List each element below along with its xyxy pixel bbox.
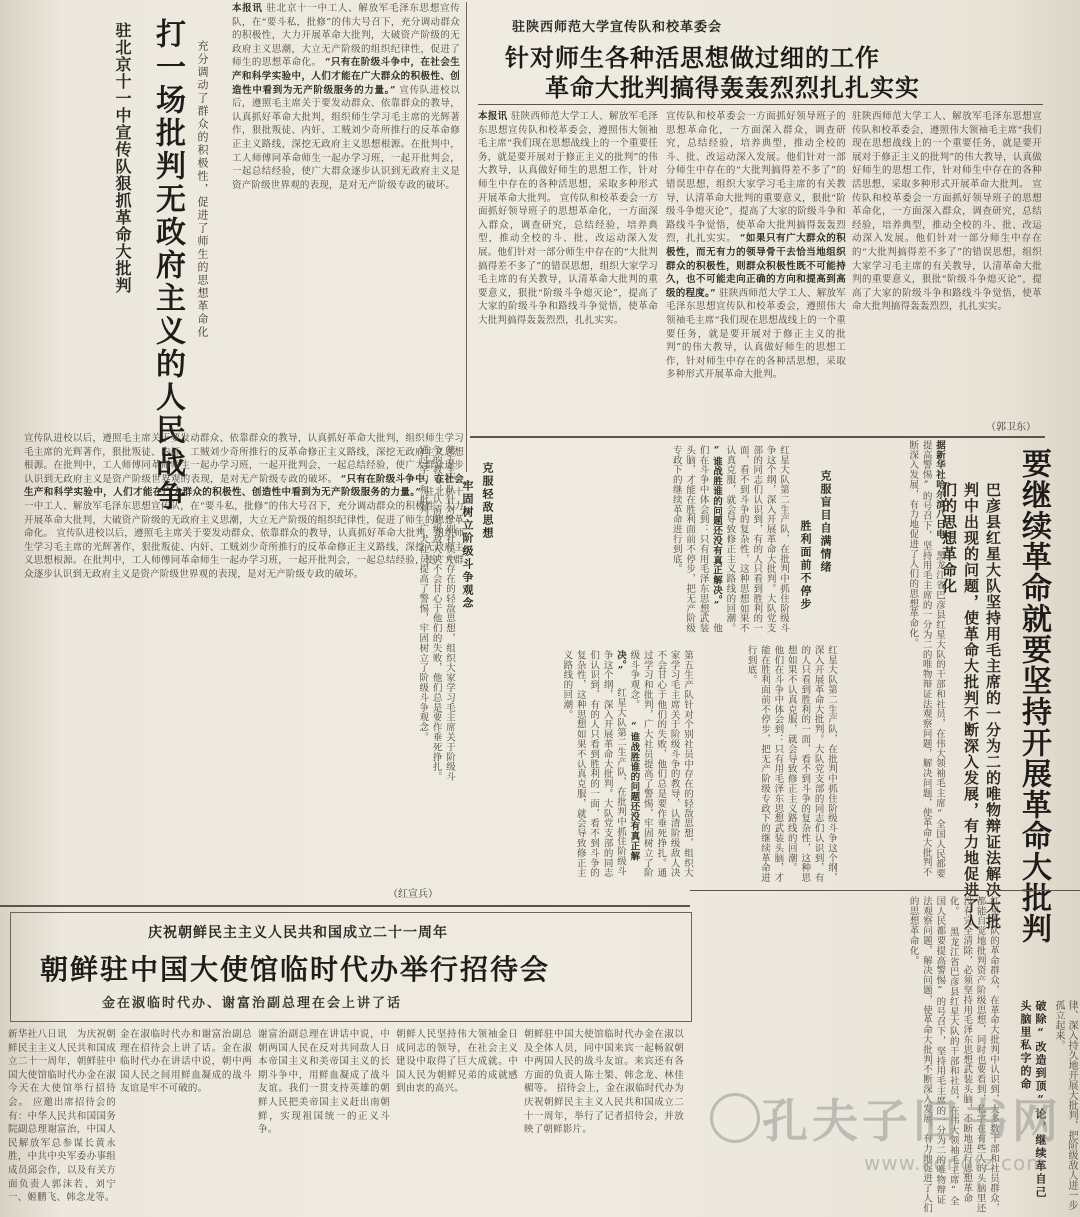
watermark-seal-icon (710, 1093, 760, 1143)
bold-quote-right: 破除“改造到顶”论，继续革自己头脑里私字的命 (1019, 1000, 1047, 1199)
article-body-bottom-col-1 (8, 1028, 116, 1214)
article-body-center-upper (505, 445, 790, 640)
paragraph: 朝鲜驻中国大使馆临时代办金在淑以及全体人员，同中国来宾一起畅叙朝中两国人民的战斗友谊。来宾还有各方面的负责人陈士榘、韩念龙、林佳楣等。 (524, 1029, 684, 1095)
intro-tag: 据新华社哈尔滨八日电 (934, 440, 945, 539)
section-rule (690, 890, 1080, 891)
paragraph: 应邀出席招待会的有：中华人民共和国国务院副总理谢富治，中国人民解放军总参谋长黄永胜，中共中央军委办事组成员邱会作，以及有关方面负责人郭沫若、刘宁一、姬鹏飞、韩念龙等。 (8, 1096, 116, 1204)
paragraph: 新华社八日讯 为庆祝朝鲜民主主义人民共和国成立二十一周年，朝鲜驻中国大使馆临时代办金在淑今天在大使馆举行招待会。 (8, 1029, 116, 1108)
article-body-top-right-col-3 (852, 110, 1042, 428)
section-rule (0, 905, 690, 907)
paragraph: 红星大队第二生产队，在批判中抓住阶级斗争这个纲，深入开展革命大批判。大队党支部的同志们认识到，有的人只看到胜利的一面，看不到斗争的复杂性，这种思想如果不认真克服，就会导致修正主义路线的回潮。 (785, 645, 837, 883)
headline-bottom: 朝鲜驻中国大使馆临时代办举行招待会 (40, 953, 551, 986)
paragraph: 谢富治副总理在讲话中说，中朝两国人民在反对共同敌人日本帝国主义和美帝国主义的长期斗争中，用鲜血凝成了战斗友谊。我们一贯支持英雄的朝鲜人民把美帝国主义赶出南朝鲜，实现祖国统一的正义斗争。 (258, 1029, 390, 1136)
bold-quote: “谁战胜谁的问题还没有真正解决。” (614, 650, 640, 861)
subhead-center-1: 克服盲目自满情绪 (819, 470, 832, 574)
paragraph: 宣传队和校革委会一方面抓好领导班子的思想革命化，一方面深入群众，调查研究，总结经验，培养典型，推动全校的斗、批、改运动深入发展。他们针对一部分师生中存在的“大批判搞得差不多了”的错误思想，组织大家学习毛主席的有关教导，认清革命大批判的重要意义，狠批“阶级斗争熄灭论”，提高了大家的阶级斗争和路线斗争觉悟，使革命大批判搞得轰轰烈烈，扎扎实实。 (478, 192, 658, 326)
paragraph: 第五生产队针对个别社员中存在的轻敌思想，组织大家学习毛主席关于阶级斗争的教导，认清阶级敌人决不会甘心于他们的失败，他们总是要作垂死挣扎。通过学习和批判，广大社员提高了警惕，牢固树立了阶级斗争观念。 (628, 650, 693, 878)
edge-column-right: 律、深入持久地开展大批判，把阶级敌人进一步孤立起来。 (1053, 1000, 1077, 1210)
paragraph: 驻北京十一中工人、解放军毛泽东思想宣传队，在“要斗私，批修”的伟大号召下，充分调动群众的积极性，大力开展革命大批判，大破资产阶级的无政府主义思潮，大立无产阶级的组织纪律性，促进了师生的思想革命化。 (24, 487, 464, 540)
kicker-bottom: 庆祝朝鲜民主主义人民共和国成立二十一周年 (148, 925, 448, 941)
paragraph: 驻陕西师范大学工人、解放军毛泽东思想宣传队和校革委会，遵照伟大领袖毛主席“我们现在思想战线上的一个重要任务，就是要开展对于修正主义的批判”的伟大教导，认真做好师生的思想工作，针对师生中存在的各种活思想，采取多种形式开展革命大批判。 (852, 111, 1042, 190)
paragraph: 驻陕西师范大学工人、解放军毛泽东思想宣传队和校革委会，遵照伟大领袖毛主席“我们现在思想战线上的一个重要任务，就是要开展对于修正主义的批判”的伟大教导，认真做好师生的思想工作，针对师生中存在的各种活思想，采取多种形式开展革命大批判。 (478, 111, 658, 204)
headline-top-right-line-2: 革命大批判搞得轰轰烈烈扎扎实实 (545, 73, 920, 102)
subhead-center-4: 牢固树立阶级斗争观念 (461, 480, 474, 610)
watermark (714, 1085, 1062, 1175)
paragraph: 朝鲜人民坚持伟大领袖金日成同志的领导，在社会主义建设中取得了巨大成就。中国人民为朝鲜兄弟的成就感到由衷的高兴。 (396, 1029, 518, 1095)
paragraph: 黑龙江省巴彦县红星大队的干部和社员，在伟大领袖毛主席“全国人民都要提高警惕”的号召下，坚持用毛主席的一分为二的唯物辩证法观察问题，解决问题，使革命大批判不断深入发展，有力地促进了人们的思想革命化。 (907, 896, 959, 1213)
paragraph: 驻北京十一中工人、解放军毛泽东思想宣传队，在“要斗私，批修”的伟大号召下，充分调动群众的积极性，大力开展革命大批判，大破资产阶级的无政府主义思潮，大立无产阶级的组织纪律性，促进了师生的思想革命化。 (232, 3, 460, 69)
byline-top-left: （红宣兵） (388, 889, 438, 900)
bold-quote: “谁战胜谁的问题还没有真正解决。” (710, 445, 722, 612)
headline-right: 要继续革命就要坚持开展革命大批判 (1016, 448, 1051, 944)
subhead-top-left: 充分调动了群众的积极性，促进了师生的思想革命化 (196, 40, 209, 339)
paragraph: 黑龙江省巴彦县红星大队的干部和社员，在伟大领袖毛主席“全国人民都要提高警惕”的号召下，坚持用毛主席的一分为二的唯物辩证法观察问题，解决问题，使革命大批判不断深入发展，有力地促进了人们的思想革命化。 (907, 440, 945, 879)
paragraph: 宣传队和校革委会一方面抓好领导班子的思想革命化，一方面深入群众，调查研究，总结经验，培养典型，推动全校的斗、批、改运动深入发展。他们针对一部分师生中存在的“大批判搞得差不多了”的错误思想，组织大家学习毛主席的有关教导，认清革命大批判的重要意义，狠批“阶级斗争熄灭论”，提高了大家的阶级斗争和路线斗争觉悟，使革命大批判搞得轰轰烈烈，扎扎实实。 (666, 111, 846, 245)
paragraph: 宣传队进校以后，遵照毛主席关于要发动群众、依靠群众的教导，认真抓好革命大批判，组织师生学习毛主席的光辉著作，狠批叛徒、内奸、工贼刘少奇所推行的反革命修正主义路线，深挖无政府主义思想根源。在批判中，工人师傅同革命师生一起办学习班，一起开批判会，一起总结经验，使广大群众逐步认识到无政府主义是资产阶级世界观的表现，是对无产阶级专政的破坏。 (232, 84, 460, 191)
paragraph: 金在淑临时代办和谢富治副总理在招待会上讲了话。金在淑临时代办在讲话中说，朝中两国人民之间用鲜血凝成的战斗友谊是牢不可破的。 (120, 1029, 252, 1095)
article-body-right-upper (842, 440, 946, 880)
paragraph: 宣传队和校革委会一方面抓好领导班子的思想革命化，一方面深入群众，调查研究，总结经验，培养典型，推动全校的斗、批、改运动深入发展。他们针对一部分师生中存在的“大批判搞得差不多了”的错误思想，组织大家学习毛主席的有关教导，认清革命大批判的重要意义，狠批“阶级斗争熄灭论”，提高了大家的阶级斗争和路线斗争觉悟，使革命大批判搞得轰轰烈烈，扎扎实实。 (852, 178, 1042, 313)
article-body-bottom-col-2 (120, 1028, 252, 1214)
subhead-center-2: 胜利面前不停步 (799, 520, 812, 611)
paragraph: 红星大队的革命群众，在革命大批判中认识到，大多数干部和社员群众，都能自觉地批判资产阶级思想，同时也要看到，私字在有些人的头脑里还没有完全清除，必须坚持用毛泽东思想武装头脑，不断地进行思想革命化。 (947, 896, 999, 1213)
bold-quote: “只有在阶级斗争中，在社会生产和科学实验中，人们才能在广大群众的积极性、创造性中看到为无产阶级服务的力量。” (232, 57, 460, 96)
article-body-top-right-col-1 (478, 110, 658, 432)
paragraph: 红星大队第二生产队，在批判中抓住阶级斗争这个纲，深入开展革命大批判。大队党支部的同志们认识到，有的人只看到胜利的一面，看不到斗争的复杂性，这种思想如果不认真克服，就会导致修正主义路线的回潮。 (724, 445, 789, 634)
paragraph: 宣传队进校以后，遵照毛主席关于要发动群众、依靠群众的教导，认真抓好革命大批判，组织师生学习毛主席的光辉著作，狠批叛徒、内奸、工贼刘少奇所推行的反革命修正主义路线，深挖无政府主义思想根源。在批判中，工人师傅同革命师生一起办学习班，一起开批判会，一起总结经验，使广大群众逐步认识到无政府主义是资产阶级世界观的表现，是对无产阶级专政的破坏。 (24, 433, 464, 485)
article-body-top-left (232, 2, 460, 480)
intro-tag: 本报讯 (232, 3, 263, 14)
paragraph: 招待会上，金在淑临时代办为庆祝朝鲜民主主义人民共和国成立二十一周年，举行了记者招待会，并放映了朝鲜影片。 (524, 1083, 684, 1136)
paragraph: 驻陕西师范大学工人、解放军毛泽东思想宣传队和校革委会，遵照伟大领袖毛主席“我们现在思想战线上的一个重要任务，就是要开展对于修正主义的批判”的伟大教导，认真做好师生的思想工作，针对师生中存在的各种活思想，采取多种形式开展革命大批判。 (666, 287, 846, 381)
intro-tag: 本报讯 (478, 111, 508, 122)
article-body-bottom-col-3 (258, 1028, 390, 1214)
article-body-top-right-col-2 (666, 110, 846, 432)
bold-quote: “只有在阶级斗争中，在社会生产和科学实验中，人们才能在广大群众的积极性、创造性中看到为无产阶级服务的力量。” (24, 473, 464, 499)
article-body-bottom-col-4 (396, 1028, 518, 1214)
source-line-top-right: 驻陕西师范大学宣传队和校革委会 (512, 20, 723, 35)
paragraph: 他们在斗争中体会到：只有用毛泽东思想武装头脑，才能在胜利面前不停步，把无产阶级专政下的继续革命进行到底。 (670, 445, 722, 634)
bold-quote: “如果只有广大群众的积极性，而无有力的领导骨干去恰当地组织群众的积极性，则群众积极性既不可能持久，也不可能走向正确的方向和提高到高级的程度。” (666, 233, 846, 299)
byline-top-right: （郭卫东） (986, 422, 1036, 433)
paragraph: 第五生产队针对个别社员中存在的轻敌思想，组织大家学习毛主席关于阶级斗争的教导，认清阶级敌人决不会甘心于他们的失败，他们总是要作垂死挣扎。通过学习和批判，广大社员提高了警惕，牢固树立了阶级斗争观念。 (417, 445, 455, 782)
paragraph: 红星大队第二生产队，在批判中抓住阶级斗争这个纲，深入开展革命大批判。大队党支部的同志们认识到，有的人只看到胜利的一面，看不到斗争的复杂性，这种思想如果不认真克服，就会导致修正主义路线的回潮。 (561, 650, 626, 878)
article-body-bottom-col-5 (524, 1028, 684, 1214)
column-rule (466, 2, 467, 472)
headline-top-left: 打一场批判无政府主义的人民战争 (150, 18, 185, 513)
headline-rule (478, 104, 1043, 105)
subhead-center-3: 克服轻敌思想 (481, 462, 494, 540)
article-body-center-lower (404, 650, 694, 882)
article-body-center-right (700, 645, 838, 885)
watermark-url: www.kongfz.com (864, 1151, 1047, 1175)
paragraph: 他们在斗争中体会到：只有用毛泽东思想武装头脑，才能在胜利面前不停步，把无产阶级专政下的继续革命进行到底。 (745, 645, 784, 883)
watermark-text: 孔夫子旧书网 (762, 1094, 1062, 1148)
subhead-right: 巴彦县红星大队坚持用毛主席的一分为二的唯物辩证法解决大批判中出现的问题，使革命大批判不断深入发展，有力地促进了人们的思想革命化 (940, 482, 1002, 930)
article-body-left-continued (24, 432, 464, 888)
source-line-top-left: 驻北京十一中宣传队狠抓革命大批判 (113, 22, 132, 294)
section-rule (470, 436, 1045, 438)
headline-top-right-line-1: 针对师生各种活思想做过细的工作 (505, 43, 880, 72)
paragraph: 宣传队进校以后，遵照毛主席关于要发动群众、依靠群众的教导，认真抓好革命大批判，组织师生学习毛主席的光辉著作，狠批叛徒、内奸、工贼刘少奇所推行的反革命修正主义路线，深挖无政府主义思想根源。在批判中，工人师傅同革命师生一起办学习班，一起开批判会，一起总结经验，使广大群众逐步认识到无政府主义是资产阶级世界观的表现，是对无产阶级专政的破坏。 (24, 528, 464, 580)
subhead-bottom: 金在淑临时代办、谢富治副总理在会上讲了话 (102, 996, 403, 1011)
